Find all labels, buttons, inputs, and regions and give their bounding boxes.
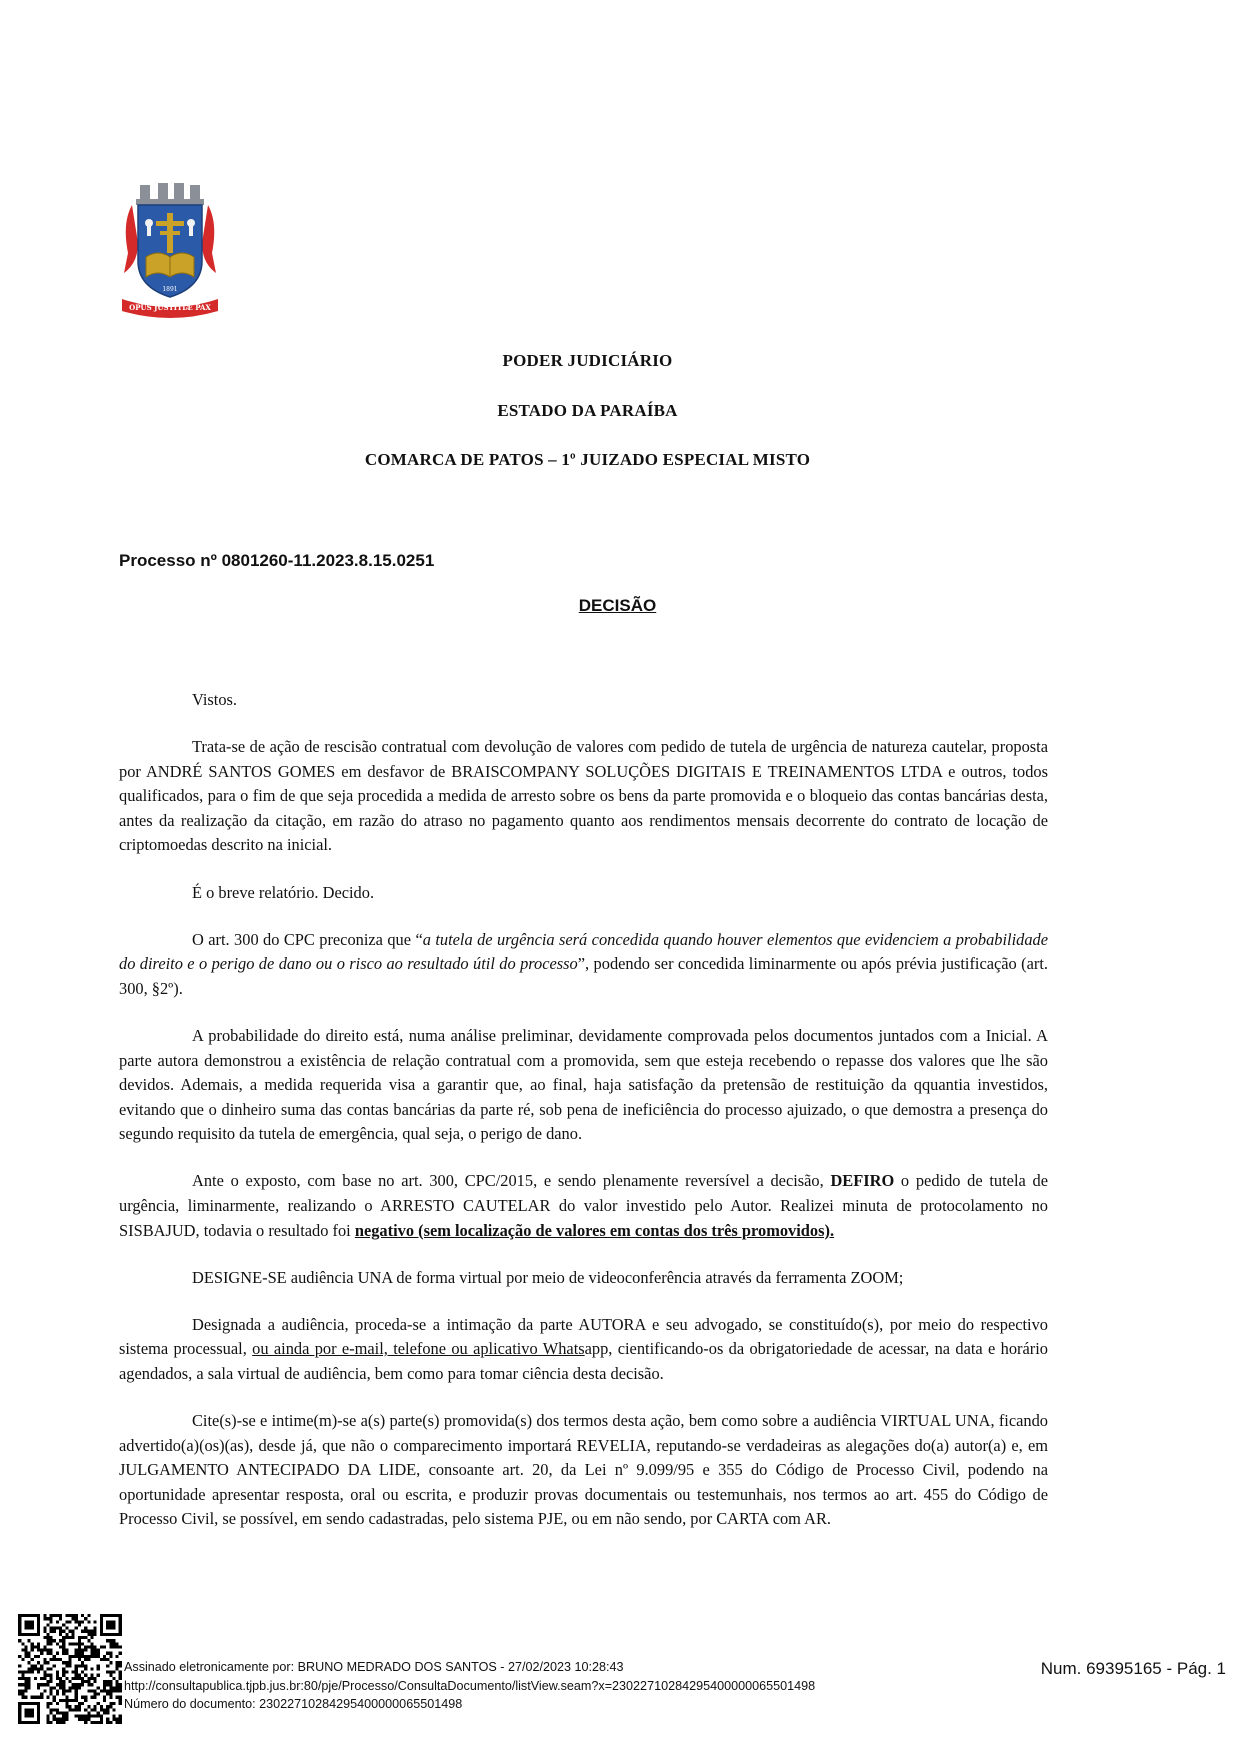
paragraph-vistos: Vistos. — [192, 690, 238, 709]
signature-signed-by: Assinado eletronicamente por: BRUNO MEDRADO DOS SANTOS - 27/02/2023 10:28:43 — [124, 1660, 624, 1674]
paragraph-notification: Designada a audiência, proceda-se a intimação da parte AUTORA e seu advogado, se constituído(s), por meio do respectivo sistema processual, ou ainda por e-mail, telefone ou aplicativo Whatsapp, cientificando-os da obrigatoriedade de acessar, na data e horário agendados, a sala virtual de audiência, bem como para tomar ciência desta decisão. — [119, 1314, 1048, 1383]
paragraph-ruling: Ante o exposto, com base no art. 300, CPC/2015, e sendo plenamente reversível a decisão, DEFIRO o pedido de tutela de urgência, liminarmente, realizando o ARRESTO CAUTELAR do valor investido pelo Autor. Realizei minuta de protocolamento no SISBAJUD, todavia o resultado foi negativo (sem localização de valores em contas dos três promovidos). — [119, 1171, 1048, 1240]
signature-block — [124, 1658, 815, 1714]
signature-url[interactable]: http://consultapublica.tjpb.jus.br:80/pje/Processo/ConsultaDocumento/listView.seam?x=23022710284295400000065501498 — [124, 1678, 816, 1693]
crest-motto: OPUS JUSTITIÆ PAX — [129, 303, 211, 312]
document-title: DECISÃO — [578, 596, 657, 615]
crest-year: 1891 — [162, 286, 178, 293]
negative-result: negativo (sem localização de valores em contas dos três promovidos). — [354, 1220, 835, 1240]
header-state: ESTADO DA PARAÍBA — [497, 401, 678, 420]
decision-body — [119, 688, 1048, 1555]
header-judiciary: PODER JUDICIÁRIO — [502, 351, 673, 370]
page-number: Num. 69395165 - Pág. 1 — [1040, 1659, 1226, 1678]
process-number: Processo nº 0801260-11.2023.8.15.0251 — [119, 551, 435, 570]
paragraph-probability: A probabilidade do direito está, numa análise preliminar, devidamente comprovada pelos documentos juntados com a Inicial. A parte autora demonstrou a existência de relação contratual com a promovida, sem que esteja recebendo o repasse dos valores que lhe são devidos. Ademais, a medida requerida visa a garantir que, ao final, haja satisfação da pretensão de restituição da qquantia investidos, evitando que o dinheiro suma das contas bancárias da parte ré, sob pena de ineficiência do processo ajuizado, o que demostra a presença do segundo requisito da tutela de emergência, qual seja, o perigo de dano. — [119, 1025, 1048, 1144]
paragraph-art300: O art. 300 do CPC preconiza que “a tutela de urgência será concedida quando houver elementos que evidenciem a probabilidade do direito e o perigo de dano ou o risco ao resultado útil do processo”, podendo ser concedida liminarmente ou após prévia justificação (art. 300, §2º). — [119, 929, 1049, 998]
header-court: COMARCA DE PATOS – 1º JUIZADO ESPECIAL MISTO — [364, 450, 811, 469]
paragraph-citation: Cite(s)-se e intime(m)-se a(s) parte(s) promovida(s) dos termos desta ação, bem como sobre a audiência VIRTUAL UNA, ficando advertido(a)(os)(as), desde já, que não o comparecimento importará REVELIA, reputando-se verdadeiras as alegações do(a) autor(a) e, em JULGAMENTO ANTECIPADO DA LIDE, consoante art. 20, da Lei nº 9.099/95 e 355 do Código de Processo Civil, podendo na oportunidade apresentar resposta, oral ou escrita, e produzir provas documentais ou testemunhais, nos termos ao art. 455 do Código de Processo Civil, se possível, em sendo cadastradas, pelo sistema PJE, ou em não sendo, por CARTA com AR. — [119, 1411, 1048, 1529]
contact-methods-underlined: ou ainda por e-mail, telefone ou aplicativo Whats — [252, 1339, 585, 1359]
defiro-bold: DEFIRO — [830, 1171, 895, 1191]
signature-doc-number: Número do documento: 23022710284295400000065501498 — [124, 1697, 463, 1711]
quote-italic: a tutela de urgência será concedida quando houver elementos que evidenciem a probabilidade do direito e o perigo de dano ou o risco ao resultado útil do processo — [119, 929, 1048, 974]
paragraph-hearing: DESIGNE-SE audiência UNA de forma virtual por meio de videoconferência através da ferramenta ZOOM; — [192, 1267, 904, 1287]
court-crest-logo — [118, 183, 222, 321]
qr-code — [18, 1614, 122, 1724]
paragraph-report: É o breve relatório. Decido. — [192, 882, 375, 902]
paragraph-summary: Trata-se de ação de rescisão contratual com devolução de valores com pedido de tutela de urgência de natureza cautelar, proposta por ANDRÉ SANTOS GOMES em desfavor de BRAISCOMPANY SOLUÇÕES DIGITAIS E TREINAMENTOS LTDA e outros, todos qualificados, para o fim de que seja procedida a medida de arresto sobre os bens da parte promovida e o bloqueio das contas bancárias desta, antes da realização da citação, em razão do atraso no pagamento quanto aos rendimentos mensais decorrente do contrato de locação de criptomoedas descrito na inicial. — [119, 737, 1048, 855]
